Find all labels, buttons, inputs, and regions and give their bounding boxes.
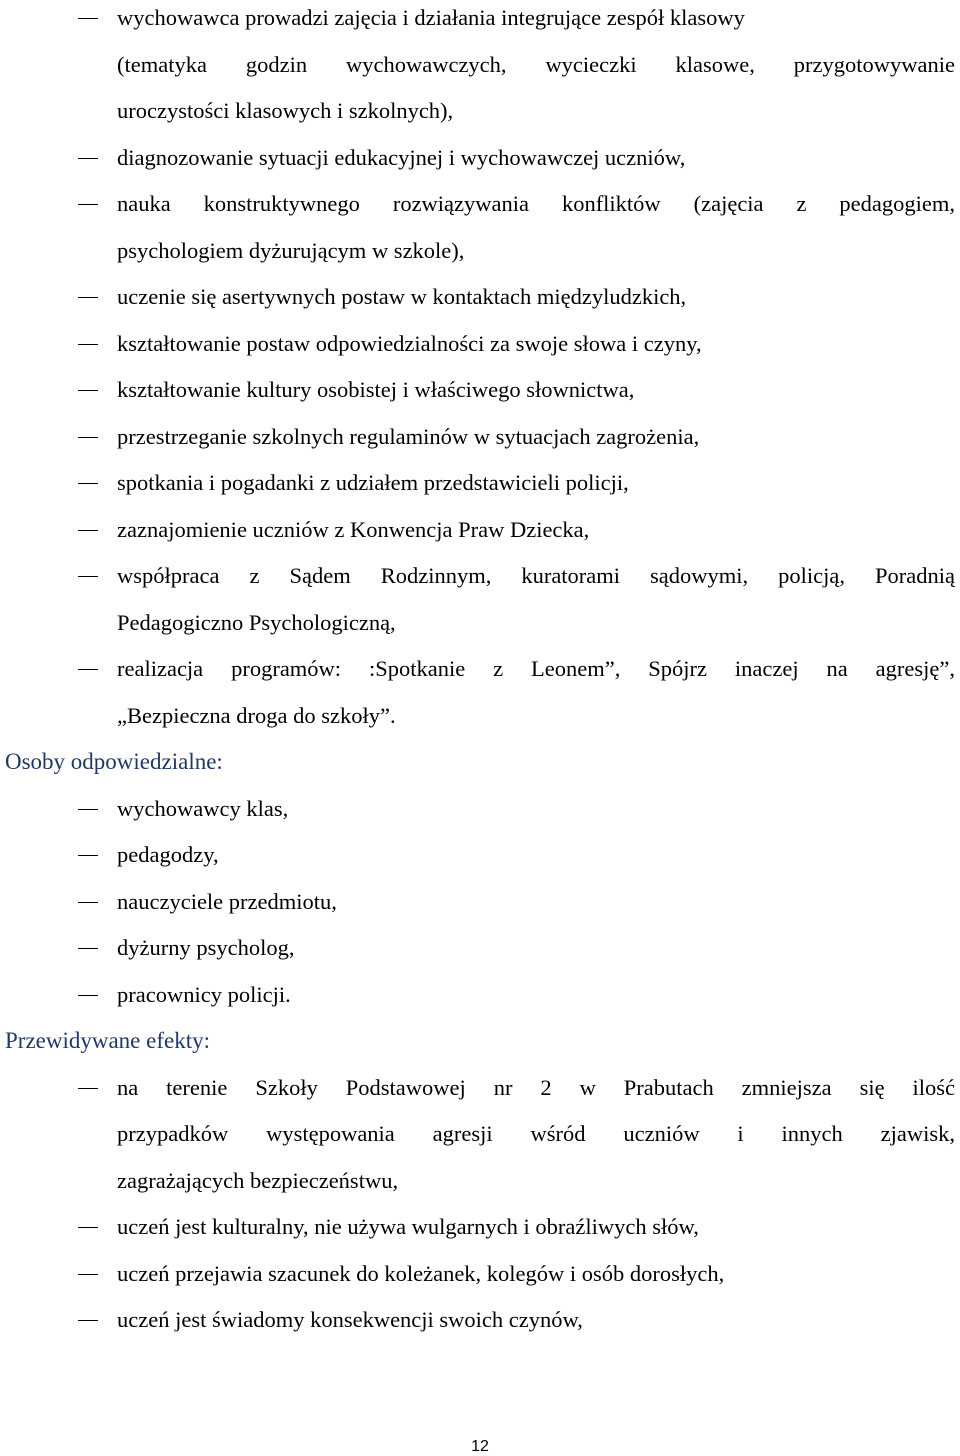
- bullet-dash-icon: [78, 437, 98, 438]
- list-item-line: pracownicy policji.: [117, 981, 291, 1007]
- section-heading-responsible: Osoby odpowiedzialne:: [5, 749, 223, 774]
- list-item-line: zaznajomienie uczniów z Konwencja Praw Dziecka,: [117, 516, 590, 542]
- list-item-line: „Bezpieczna droga do szkoły”.: [117, 702, 396, 728]
- list-item-line: pedagodzy,: [117, 842, 219, 867]
- bullet-dash-icon: [78, 669, 98, 670]
- list-item-line: psychologiem dyżurującym w szkole),: [117, 237, 465, 263]
- list-item-line: dyżurny psycholog,: [117, 935, 295, 960]
- list-item-line: uczeń jest świadomy konsekwencji swoich czynów,: [117, 1307, 583, 1332]
- list-item-line: uroczystości klasowych i szkolnych),: [117, 98, 454, 123]
- list-item-line: Pedagogiczno Psychologiczną,: [117, 609, 396, 635]
- bullet-dash-icon: [78, 855, 98, 856]
- list-item-line: wychowawcy klas,: [117, 795, 289, 821]
- list-item-line: kształtowanie kultury osobistej i właściwego słownictwa,: [117, 377, 635, 402]
- bullet-dash-icon: [78, 344, 98, 345]
- bullet-dash-icon: [78, 902, 98, 903]
- list-item-line: współpraca z Sądem Rodzinnym, kuratorami sądowymi, policją, Poradnią: [117, 563, 955, 588]
- bullet-dash-icon: [78, 948, 98, 949]
- bullet-dash-icon: [78, 576, 98, 577]
- bullet-dash-icon: [78, 1227, 98, 1228]
- section-heading-expected-effects: Przewidywane efekty:: [5, 1028, 211, 1053]
- list-item-line: spotkania i pogadanki z udziałem przedstawicieli policji,: [117, 470, 629, 495]
- bullet-dash-icon: [78, 158, 98, 159]
- bullet-dash-icon: [78, 390, 98, 391]
- list-item-line: przypadków występowania agresji wśród uczniów i innych zjawisk,: [117, 1121, 955, 1146]
- bullet-dash-icon: [78, 1320, 98, 1321]
- list-item-line: diagnozowanie sytuacji edukacyjnej i wychowawczej uczniów,: [117, 144, 686, 170]
- bullet-dash-icon: [78, 18, 98, 19]
- list-item-line: zagrażających bezpieczeństwu,: [117, 1167, 399, 1193]
- bullet-dash-icon: [78, 530, 98, 531]
- bullet-dash-icon: [78, 204, 98, 205]
- list-item-line: przestrzeganie szkolnych regulaminów w sytuacjach zagrożenia,: [117, 423, 700, 449]
- bullet-dash-icon: [78, 297, 98, 298]
- list-item-line: na terenie Szkoły Podstawowej nr 2 w Prabutach zmniejsza się ilość: [117, 1074, 955, 1100]
- bullet-dash-icon: [78, 483, 98, 484]
- list-item-line: uczeń przejawia szacunek do koleżanek, kolegów i osób dorosłych,: [117, 1260, 725, 1286]
- list-item-line: wychowawca prowadzi zajęcia i działania integrujące zespół klasowy: [117, 5, 745, 30]
- bullet-dash-icon: [78, 1274, 98, 1275]
- list-item-line: nauka konstruktywnego rozwiązywania konfliktów (zajęcia z pedagogiem,: [117, 191, 955, 216]
- list-item-line: nauczyciele przedmiotu,: [117, 888, 337, 914]
- bullet-dash-icon: [78, 1088, 98, 1089]
- bullet-dash-icon: [78, 995, 98, 996]
- bullet-dash-icon: [78, 809, 98, 810]
- list-item-line: (tematyka godzin wychowawczych, wycieczki klasowe, przygotowywanie: [117, 51, 955, 77]
- page-number: 12: [471, 1438, 489, 1455]
- list-item-line: uczeń jest kulturalny, nie używa wulgarnych i obraźliwych słów,: [117, 1214, 699, 1239]
- list-item-line: kształtowanie postaw odpowiedzialności za swoje słowa i czyny,: [117, 330, 702, 356]
- list-item-line: uczenie się asertywnych postaw w kontaktach międzyludzkich,: [117, 284, 687, 309]
- list-item-line: realizacja programów: :Spotkanie z Leonem”, Spójrz inaczej na agresję”,: [117, 656, 955, 681]
